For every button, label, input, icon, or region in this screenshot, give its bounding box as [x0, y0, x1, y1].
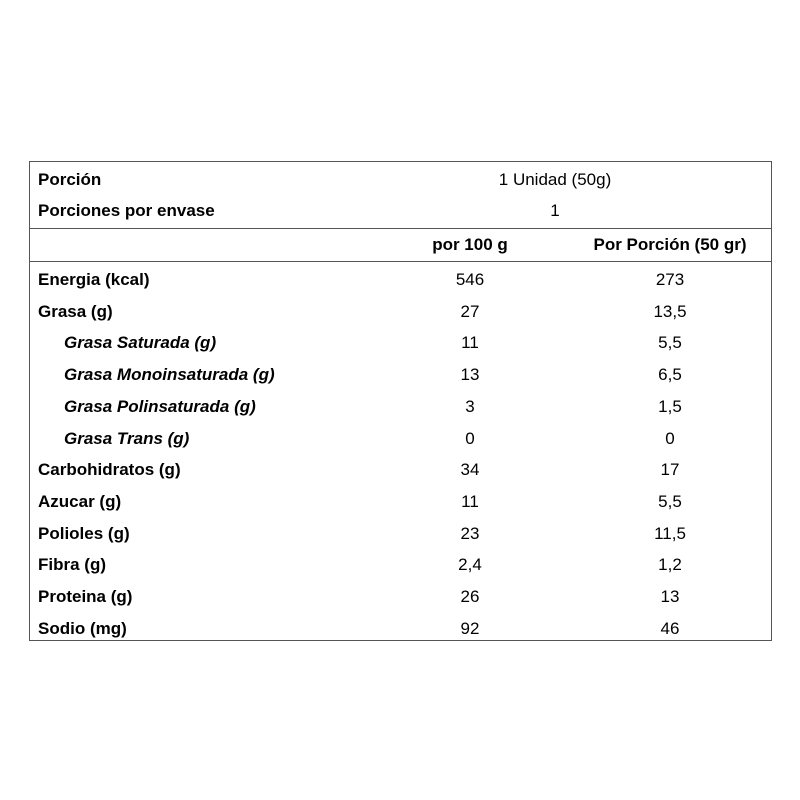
nutrient-per100-value: 0 [465, 428, 475, 448]
nutrient-per-portion-value: 17 [660, 460, 680, 480]
nutrient-per-portion-value: 13,5 [653, 301, 687, 321]
nutrient-name: Grasa Saturada (g) [64, 333, 217, 353]
nutrient-per-portion-value: 13 [660, 587, 680, 606]
nutrient-per100-value: 3 [465, 396, 475, 416]
nutrient-row [30, 454, 771, 486]
nutrient-name: Azucar (g) [38, 491, 122, 511]
nutrient-row [30, 359, 771, 391]
column-header-per-portion: Por Porción (50 gr) [593, 235, 747, 254]
nutrient-row [30, 423, 771, 455]
nutrient-name: Grasa (g) [38, 301, 113, 321]
nutrient-per100-value: 546 [455, 270, 485, 289]
servings-value: 1 [550, 201, 560, 220]
nutrient-per100-value: 23 [460, 523, 480, 543]
nutrient-name: Energia (kcal) [38, 270, 150, 289]
column-header-divider [30, 261, 771, 262]
nutrient-name: Polioles (g) [38, 523, 130, 543]
nutrient-per100-value: 13 [460, 365, 480, 385]
nutrient-name: Grasa Monoinsaturada (g) [64, 365, 275, 385]
nutrient-row [30, 264, 771, 296]
nutrient-per-portion-value: 6,5 [658, 365, 682, 385]
nutrient-row [30, 486, 771, 518]
servings-label: Porciones por envase [38, 201, 215, 220]
nutrient-per-portion-value: 0 [665, 428, 675, 448]
nutrient-row [30, 296, 771, 328]
portion-row [30, 164, 771, 196]
nutrient-per-portion-value: 5,5 [658, 333, 682, 353]
nutrient-row [30, 613, 771, 645]
nutrient-name: Fibra (g) [38, 555, 106, 575]
nutrient-per100-value: 11 [461, 491, 479, 511]
nutrient-per-portion-value: 5,5 [658, 491, 682, 511]
nutrient-per-portion-value: 11,5 [654, 523, 686, 543]
nutrient-per100-value: 2,4 [458, 555, 482, 575]
nutrient-row [30, 391, 771, 423]
nutrient-name: Carbohidratos (g) [38, 460, 181, 480]
nutrient-per100-value: 26 [460, 587, 480, 606]
nutrient-per-portion-value: 46 [660, 618, 680, 638]
nutrient-name: Sodio (mg) [38, 618, 127, 638]
portion-label: Porción [38, 170, 102, 189]
nutrient-per-portion-value: 1,5 [658, 396, 682, 416]
nutrient-per-portion-value: 1,2 [658, 555, 682, 575]
nutrient-name: Grasa Trans (g) [64, 428, 190, 448]
nutrient-row [30, 518, 771, 550]
portion-value: 1 Unidad (50g) [498, 170, 612, 189]
nutrient-per-portion-value: 273 [655, 270, 685, 289]
servings-row [30, 195, 771, 227]
nutrient-per100-value: 27 [460, 301, 480, 321]
nutrient-row [30, 327, 771, 359]
nutrient-per100-value: 34 [460, 460, 480, 480]
nutrient-per100-value: 92 [460, 618, 480, 638]
column-header-row [30, 229, 771, 261]
nutrient-row [30, 549, 771, 581]
nutrient-name: Proteina (g) [38, 587, 133, 606]
nutrient-row [30, 581, 771, 613]
nutrition-table [29, 161, 772, 641]
column-header-per100: por 100 g [432, 235, 508, 254]
nutrient-per100-value: 11 [461, 333, 479, 353]
nutrient-name: Grasa Polinsaturada (g) [64, 396, 256, 416]
